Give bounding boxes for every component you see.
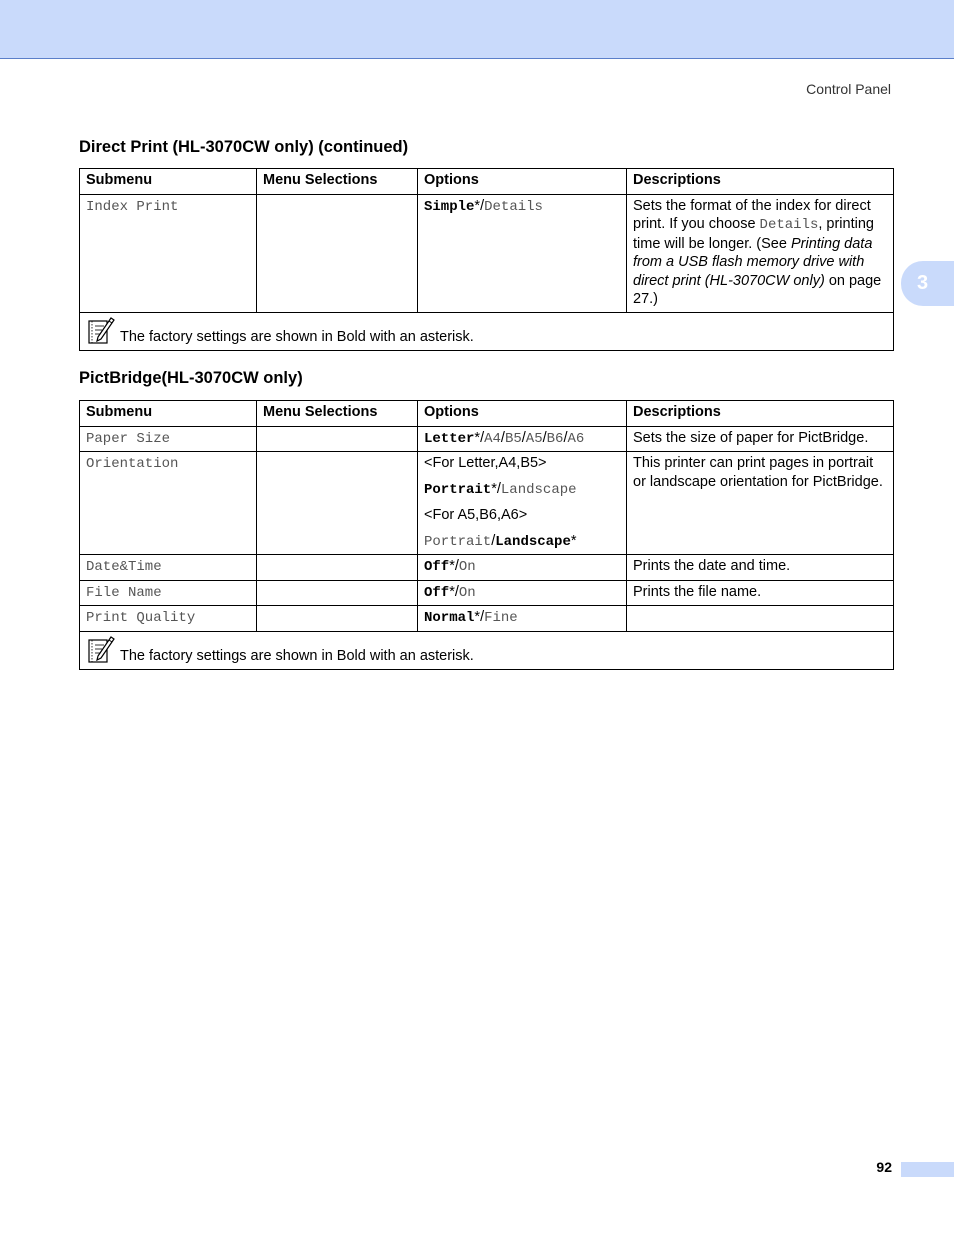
description-cell: Sets the format of the index for direct print. If you choose Details, printing time will be longer. (See Printing data from a USB flash memory drive with direct print (HL-3070CW only) on page 27.): [627, 194, 894, 312]
description-cell: This printer can print pages in portrait or landscape orientation for PictBridge.: [627, 452, 894, 555]
submenu-label: Orientation: [86, 456, 179, 472]
options-cell: Letter*/A4/B5/A5/B6/A6: [418, 426, 627, 452]
description-cell: Sets the size of paper for PictBridge.: [627, 426, 894, 452]
section-title-pictbridge: PictBridge(HL-3070CW only): [79, 369, 303, 387]
submenu-label: Index Print: [86, 198, 179, 215]
options-cell: <For Letter,A4,B5> Portrait*/Landscape <For A5,B6,A6> Portrait/Landscape*: [418, 452, 627, 555]
column-header: Descriptions: [627, 401, 894, 427]
pictbridge-table: [79, 400, 894, 670]
table-row-date-time: [80, 555, 894, 581]
column-header: Options: [418, 401, 627, 427]
cross-reference-link[interactable]: Printing data from a USB flash memory drive with direct print (HL-3070CW only): [633, 235, 873, 289]
table-row-file-name: [80, 580, 894, 606]
note-text: The factory settings are shown in Bold with an asterisk.: [120, 648, 474, 664]
table-row-paper-size: [80, 426, 894, 452]
description-cell: Prints the date and time.: [627, 555, 894, 581]
section-title-direct-print: Direct Print (HL-3070CW only) (continued): [79, 138, 409, 156]
submenu-label: Paper Size: [86, 430, 171, 447]
header-bar: [0, 0, 954, 59]
note-row: [80, 312, 894, 350]
column-header: Menu Selections: [257, 401, 418, 427]
chapter-tab[interactable]: 3: [901, 261, 954, 306]
column-header: Options: [418, 169, 627, 195]
note-pencil-icon: [86, 315, 116, 347]
submenu-label: Date&Time: [86, 559, 162, 575]
direct-print-table: [79, 168, 894, 351]
options-cell: Off*/On: [418, 555, 627, 581]
options-cell: Normal*/Fine: [418, 606, 627, 632]
page-number-bar: [901, 1162, 954, 1177]
menu-selection-cell: [257, 194, 418, 312]
table-header-row: [80, 401, 894, 427]
table-row-index-print: [80, 194, 894, 312]
note-pencil-icon: [86, 634, 116, 666]
description-cell: [627, 606, 894, 632]
note-text: The factory settings are shown in Bold with an asterisk.: [120, 329, 474, 345]
column-header: Descriptions: [627, 169, 894, 195]
table-row-print-quality: [80, 606, 894, 632]
options-cell: Off*/On: [418, 580, 627, 606]
submenu-label: File Name: [86, 584, 162, 601]
header-title: Control Panel: [806, 81, 891, 97]
column-header: Submenu: [80, 169, 257, 195]
column-header: Submenu: [80, 401, 257, 427]
submenu-cell: [80, 194, 257, 312]
submenu-label: Print Quality: [86, 610, 196, 626]
options-cell: Simple*/Details: [418, 194, 627, 312]
table-row-orientation: [80, 452, 894, 555]
table-header-row: [80, 169, 894, 195]
note-row: [80, 631, 894, 669]
column-header: Menu Selections: [257, 169, 418, 195]
page-number: 92: [876, 1159, 892, 1175]
description-cell: Prints the file name.: [627, 580, 894, 606]
